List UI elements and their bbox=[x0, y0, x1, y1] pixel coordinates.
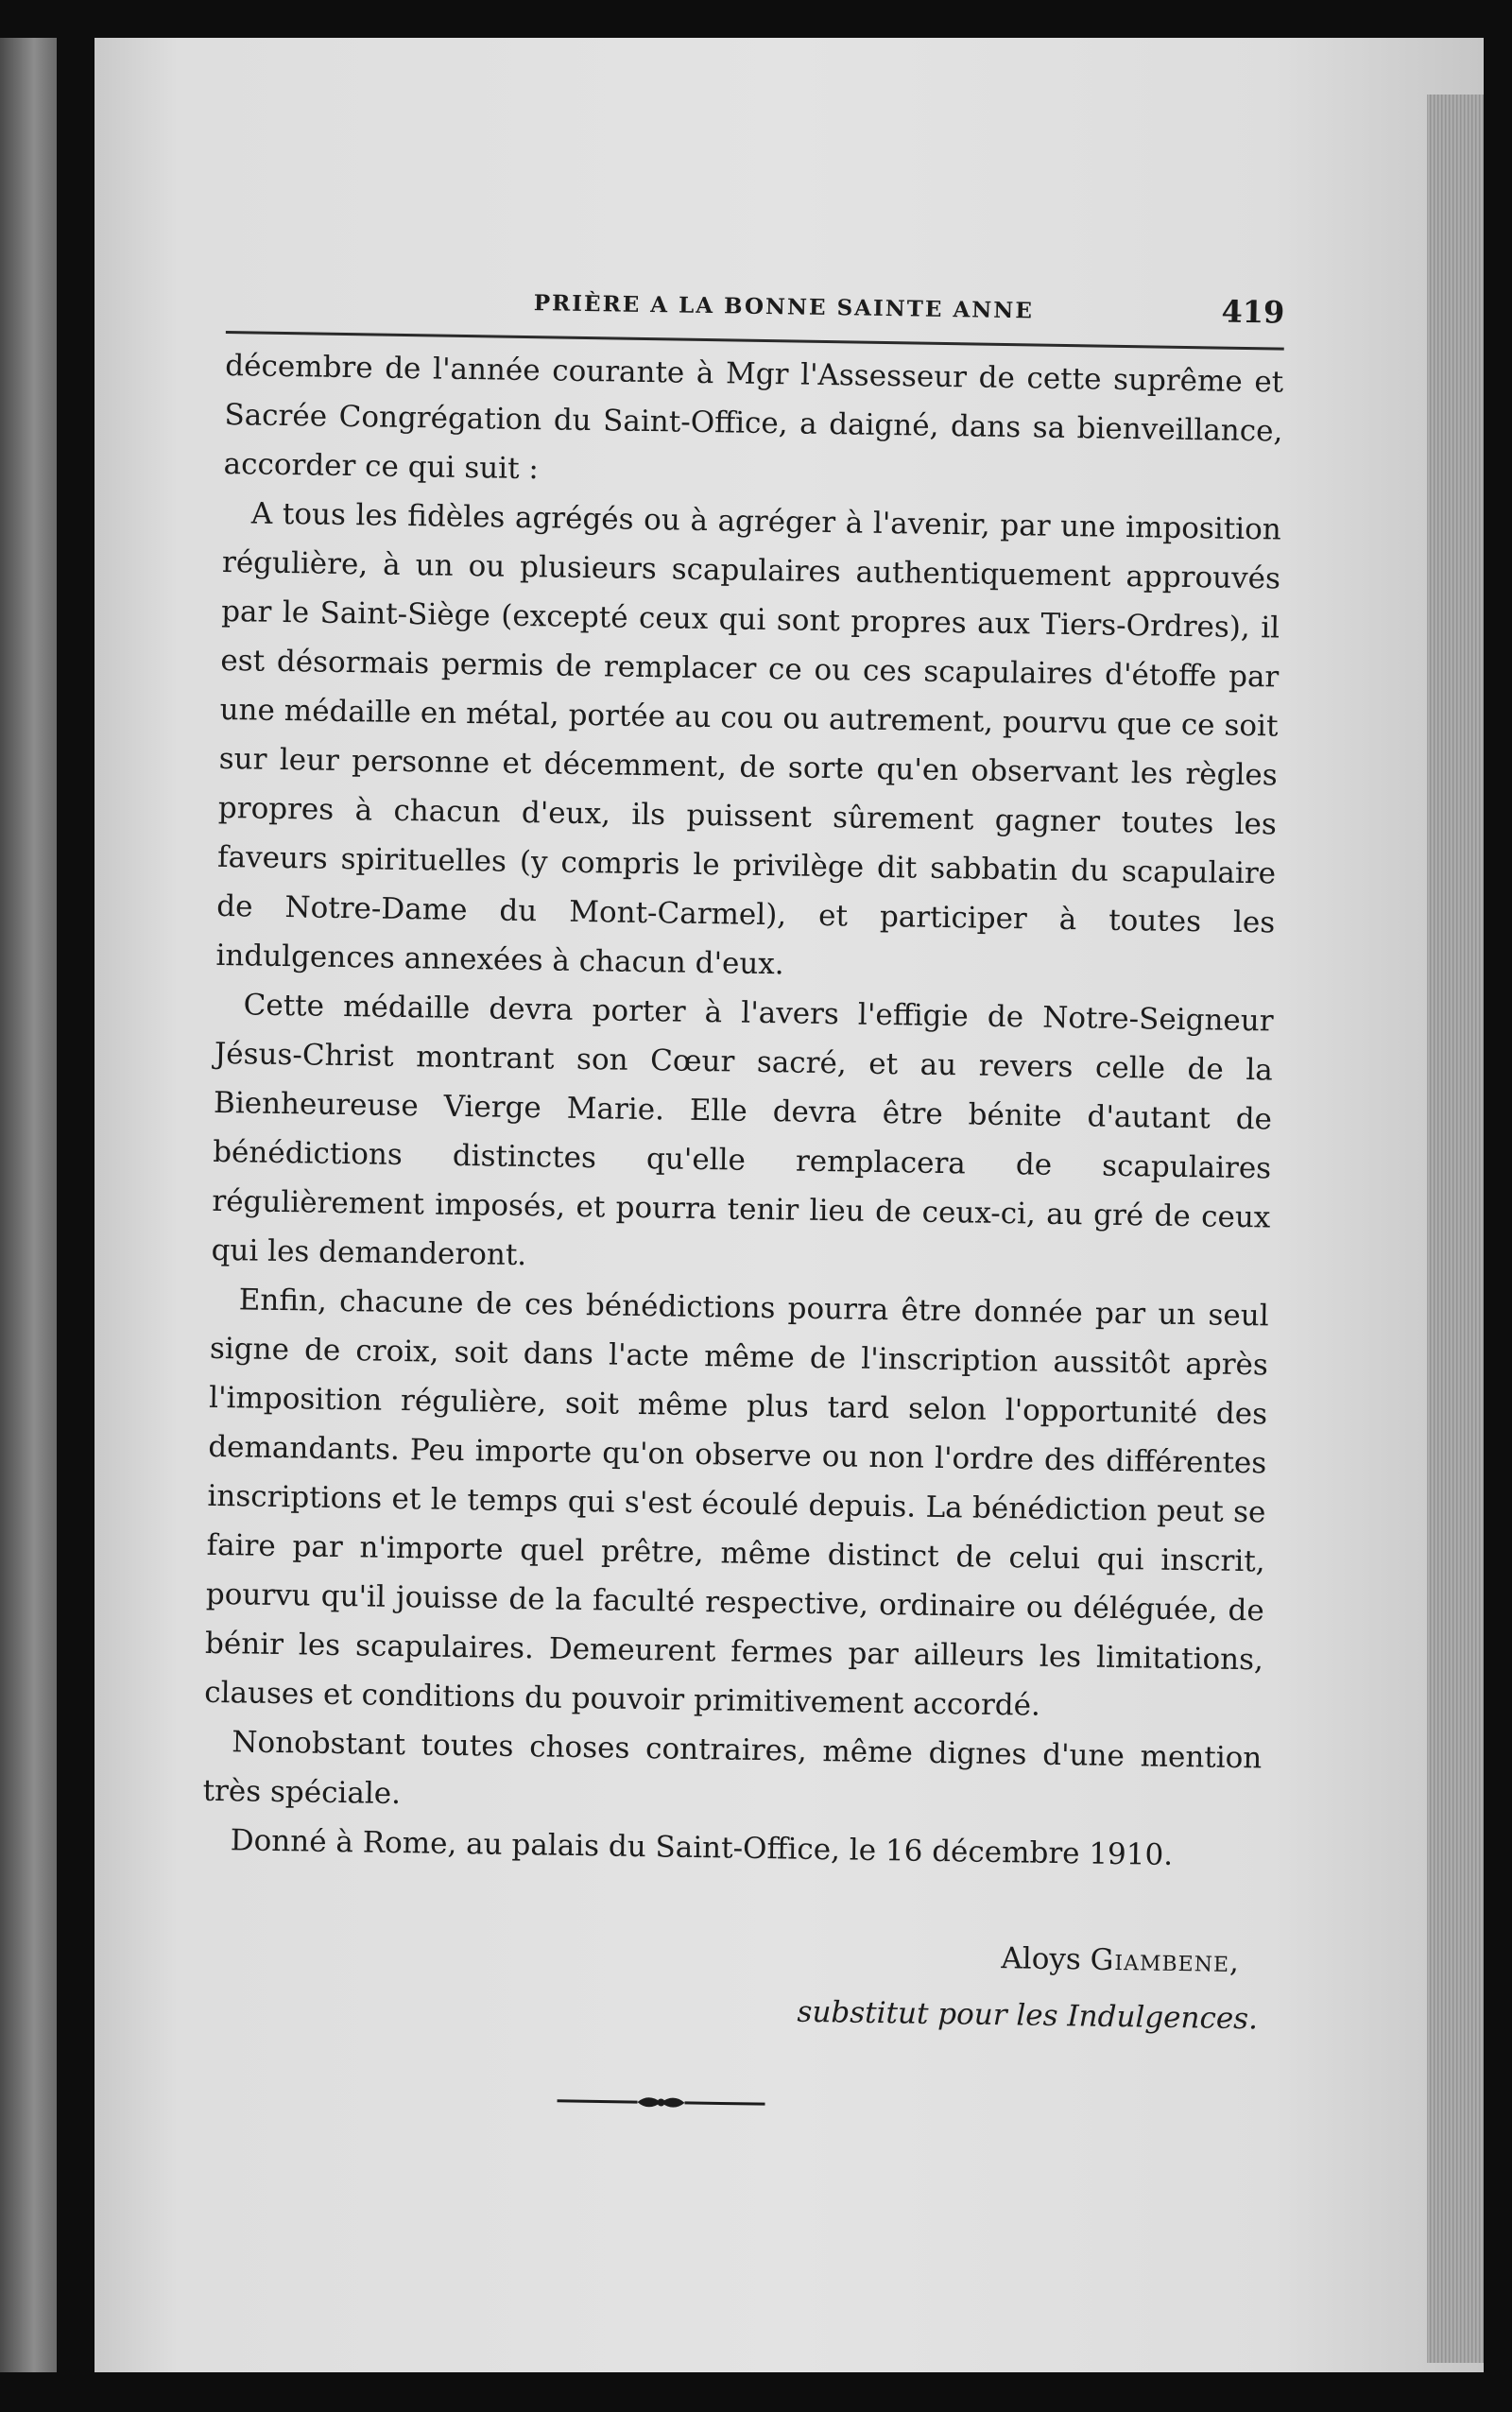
fleuron-rule-icon bbox=[557, 2090, 765, 2115]
signatory-name bbox=[767, 1926, 1260, 1990]
facing-page-edge bbox=[0, 38, 57, 2372]
signature-block bbox=[766, 1926, 1260, 2047]
signatory-title: substitut pour les Indulgences. bbox=[797, 1994, 1259, 2037]
running-title: PRIÈRE A LA BONNE SAINTE ANNE bbox=[533, 290, 1035, 324]
paragraph-2: A tous les fidèles agrégés ou à agréger à l'avenir, par une imposition régulière, à un ou plusieurs scapulaires authentiquement approuvés par le Saint-Siège (excepté ceux qui sont propres aux Tiers-Ordres), il est désormais permis de remplacer ce ou ces scapulaires d'étoffe par une médaille en métal, portée au cou ou autrement, pourvu que ce soit sur leur personne et décemment, de sorte qu'en observant les règles propres à chacun d'eux, ils puissent sûrement gagner toutes les faveurs spirituelles (y compris le privilège dit sabbatin du scapulaire de Notre-Dame du Mont-Carmel), et participer à toutes les indulgences annexées à chacun d'eux. bbox=[215, 496, 1282, 982]
signatory-first-name: Aloys bbox=[1001, 1941, 1082, 1977]
paragraph-dateline: Donné à Rome, au palais du Saint-Office, le 16 décembre 1910. bbox=[230, 1823, 1174, 1872]
paragraph-3: Cette médaille devra porter à l'avers l'effigie de Notre-Seigneur Jésus-Christ montrant son Cœur sacré, et au revers celle de la Bienheureuse Vierge Marie. Elle devra être bénite d'autant de bénédictions distinctes qu'elle remplacera de scapulaires régulièrement imposés, et pourra tenir lieu de ceux-ci, au gré de ceux qui les demanderont. bbox=[211, 988, 1274, 1273]
running-head bbox=[226, 265, 1285, 351]
page-stack-edge bbox=[1427, 95, 1484, 2363]
paragraph-1: décembre de l'année courante à Mgr l'Assesseur de cette suprême et Sacrée Congrégation du Saint-Office, a daigné, dans sa bienveillance, accorder ce qui suit : bbox=[223, 348, 1284, 487]
paragraph-4: Enfin, chacune de ces bénédictions pourra être donnée par un seul signe de croix, soit dans l'acte même de l'inscription aussitôt après l'imposition régulière, soit même plus tard selon l'opportunité des demandants. Peu importe qu'on observe ou non l'ordre des différentes inscriptions et le temps qui s'est écoulé depuis. La bénédiction peut se faire par n'importe quel prêtre, même distinct de celui qui inscrit, pourvu qu'il jouisse de la faculté respective, ordinaire ou déléguée, de bénir les scapulaires. Demeurent fermes par ailleurs les limitations, clauses et conditions du pouvoir primitivement accordé. bbox=[203, 1283, 1269, 1723]
text-block bbox=[198, 265, 1285, 2127]
signatory-last-name: Giambene, bbox=[1090, 1942, 1241, 1980]
paragraph-5: Nonobstant toutes choses contraires, même dignes d'une mention très spéciale. bbox=[202, 1725, 1263, 1812]
book-page bbox=[94, 38, 1484, 2372]
page-number: 419 bbox=[1221, 293, 1285, 331]
